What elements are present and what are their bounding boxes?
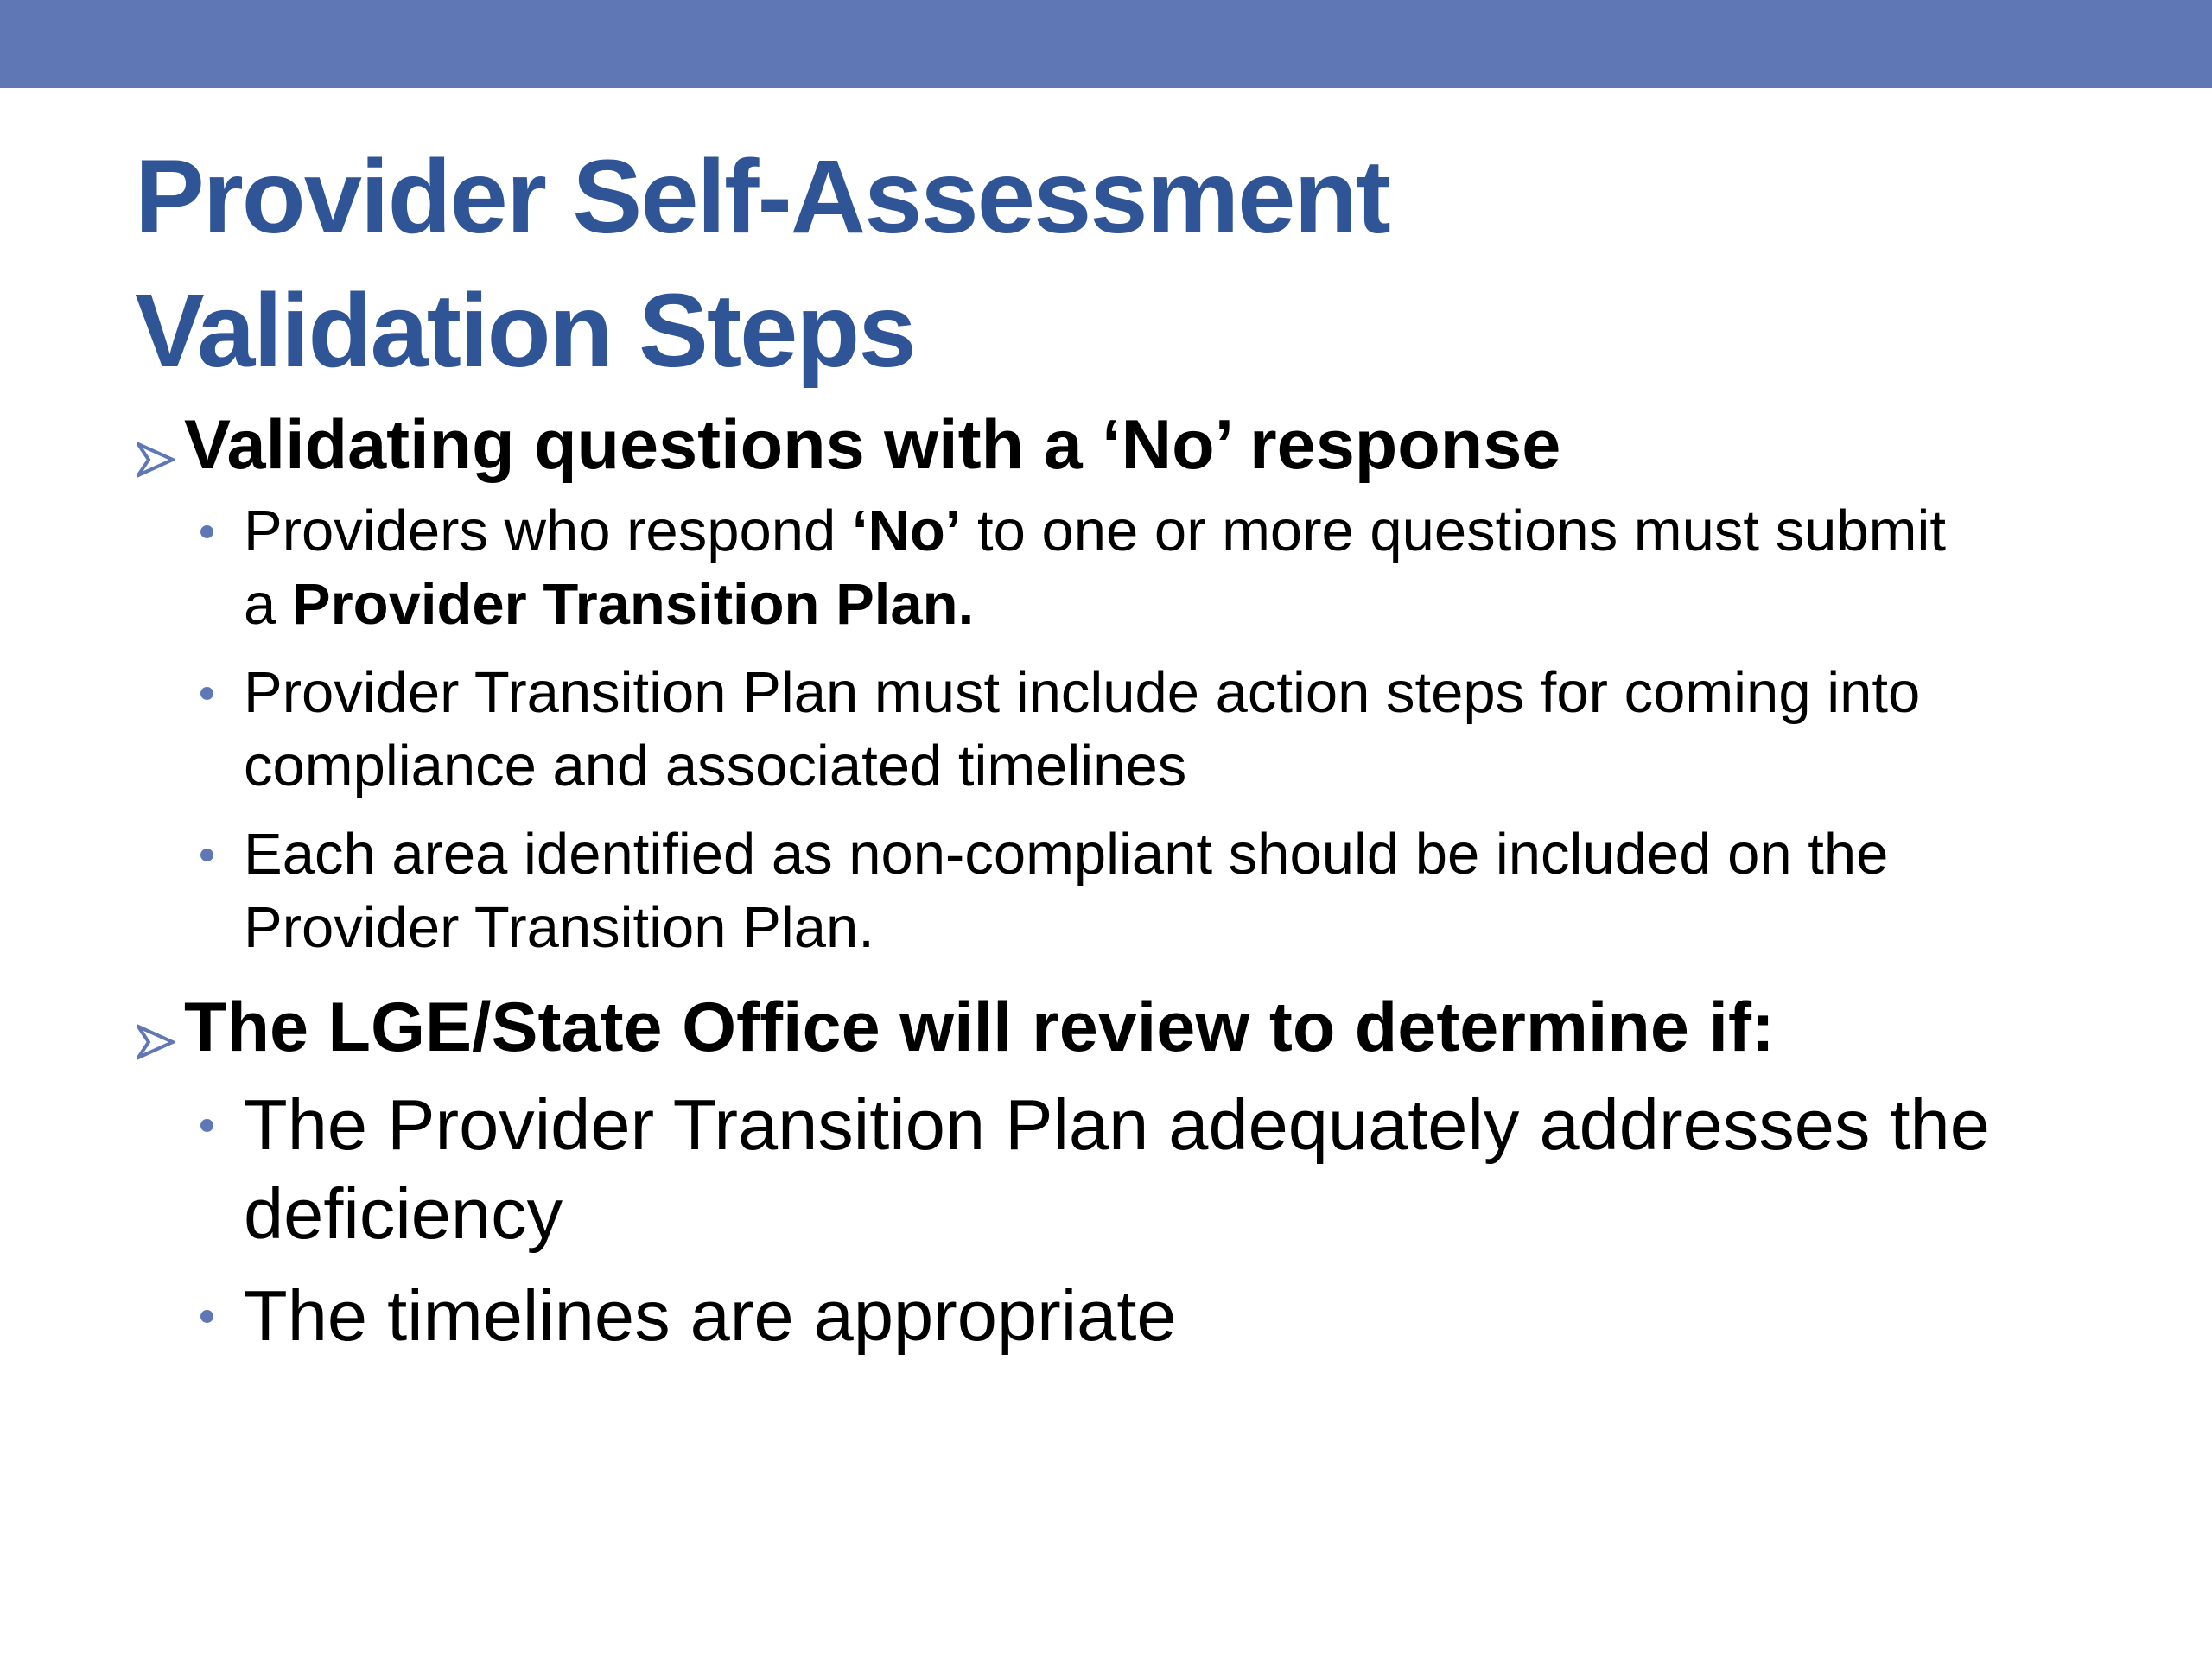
list-item-line: The timelines are appropriate (244, 1275, 1177, 1356)
slide-title-line-2: Validation Steps (135, 271, 915, 389)
bullet-dot-icon (200, 849, 213, 861)
list-item-line: Provider Transition Plan. (244, 895, 874, 960)
list-item-text: Providers who respond (244, 499, 852, 563)
list-item-line: compliance and associated timelines (244, 734, 1187, 798)
section-heading-text: Validating questions with a ‘No’ response (184, 406, 1561, 484)
list-item (244, 494, 2113, 641)
bullet-dot-icon (200, 1119, 213, 1132)
list-item-text: a (244, 572, 292, 637)
arrow-bullet-icon (137, 1023, 175, 1061)
slide-title-line-1: Provider Self-Assessment (135, 137, 1389, 255)
section-items-no-response (135, 494, 2113, 964)
list-item (244, 817, 2113, 964)
list-item-line: The Provider Transition Plan adequately addresses the (244, 1084, 1990, 1165)
bullet-dot-icon (200, 687, 213, 700)
bullet-dot-icon (200, 525, 213, 538)
bullet-dot-icon (200, 1310, 213, 1323)
list-item-line (244, 494, 2113, 568)
list-item-text: to one or more questions must submit (961, 499, 1946, 563)
list-item-line: Each area identified as non-compliant should be included on the (244, 822, 1889, 887)
list-item-emphasis: Provider Transition Plan. (291, 572, 975, 637)
list-item-line: deficiency (244, 1173, 563, 1254)
list-item (244, 1271, 2113, 1360)
slide-title (135, 130, 2036, 397)
section-heading-review (135, 980, 2113, 1075)
list-item (244, 656, 2113, 803)
list-item-emphasis: ‘No’ (851, 499, 962, 563)
section-heading-no-response (135, 397, 2113, 493)
section-heading-text: The LGE/State Office will review to determine if: (184, 988, 1775, 1066)
arrow-bullet-icon (137, 441, 175, 479)
slide-body (135, 397, 2113, 1360)
list-item (244, 1080, 2113, 1258)
list-item-line: Provider Transition Plan must include action steps for coming into (244, 660, 1921, 725)
section-items-review (135, 1080, 2113, 1360)
top-accent-bar (0, 0, 2212, 88)
list-item-line (244, 568, 2113, 641)
